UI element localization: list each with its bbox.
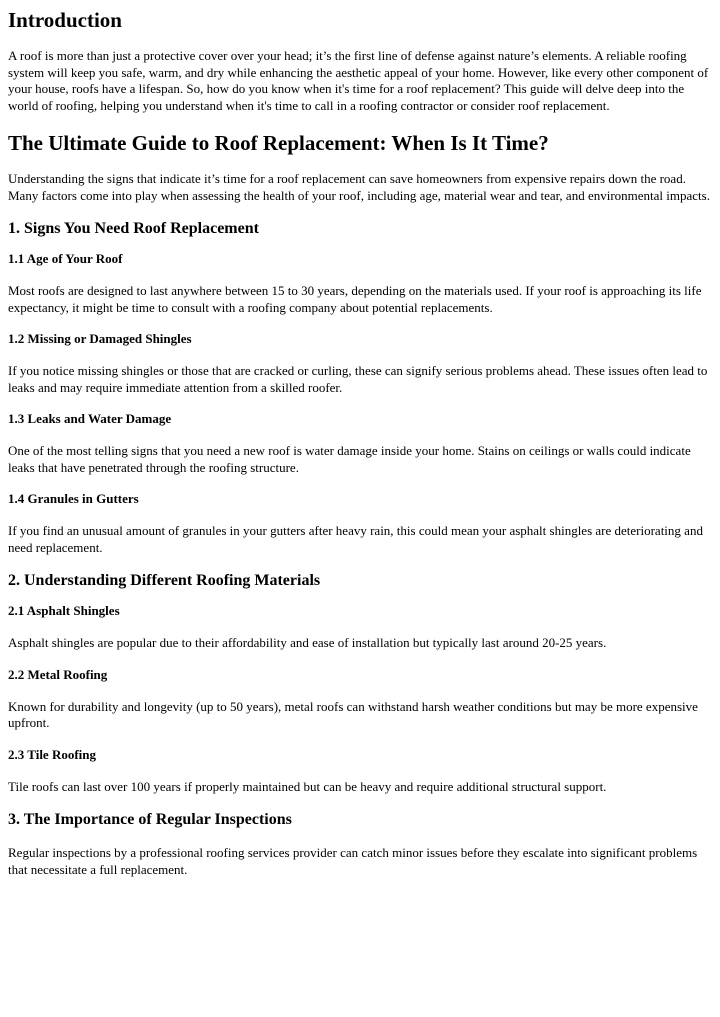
section-3-heading: 3. The Importance of Regular Inspections (8, 811, 292, 828)
section-2-3-paragraph: Tile roofs can last over 100 years if properly maintained but can be heavy and require additional structural support. (8, 778, 607, 794)
article (8, 8, 712, 878)
section-2-2-paragraph: Known for durability and longevity (up to 50 years), metal roofs can withstand harsh weather conditions but may be more expensive upfront. (8, 698, 698, 730)
section-3-paragraph: Regular inspections by a professional roofing services provider can catch minor issues before they escalate into significant problems that necessitate a full replacement. (8, 845, 698, 877)
section-2-heading: 2. Understanding Different Roofing Materials (8, 572, 321, 589)
intro-paragraph: A roof is more than just a protective cover over your head; it’s the first line of defense against nature’s elements. A reliable roofing system will keep you safe, warm, and dry while enhancing the aesthetic appeal of your home. However, like every other component of your house, roofs have a lifespan. So, how do you know when it's time for a roof replacement? This guide will delve deep into the world of roofing, helping you understand when it's time to call in a roofing contractor or consider roof replacement. (8, 48, 709, 113)
section-2-1-paragraph: Asphalt shingles are popular due to their affordability and ease of installation but typically last around 20-25 years. (8, 635, 607, 650)
section-1-2-heading: 1.2 Missing or Damaged Shingles (8, 331, 192, 346)
section-1-4-paragraph: If you find an unusual amount of granules in your gutters after heavy rain, this could mean your asphalt shingles are deteriorating and need replacement. (8, 523, 703, 555)
section-1-3-heading: 1.3 Leaks and Water Damage (8, 411, 172, 426)
section-1-1-paragraph: Most roofs are designed to last anywhere between 15 to 30 years, depending on the materials used. If your roof is approaching its life expectancy, it might be time to consult with a roofing company about potential replacements. (8, 283, 702, 315)
guide-paragraph: Understanding the signs that indicate it’s time for a roof replacement can save homeowners from expensive repairs down the road. Many factors come into play when assessing the health of your roof, including age, material wear and tear, and environmental impacts. (8, 171, 710, 203)
section-1-heading: 1. Signs You Need Roof Replacement (8, 220, 259, 237)
section-1-1-heading: 1.1 Age of Your Roof (8, 251, 123, 266)
guide-heading: The Ultimate Guide to Roof Replacement: When Is It Time? (8, 131, 549, 155)
section-2-3-heading: 2.3 Tile Roofing (8, 746, 97, 762)
section-2-2-heading: 2.2 Metal Roofing (8, 666, 108, 682)
section-1-3-paragraph: One of the most telling signs that you need a new roof is water damage inside your home. Stains on ceilings or walls could indicate leaks that have penetrated through the roofing structure. (8, 443, 691, 475)
section-2-1-heading: 2.1 Asphalt Shingles (8, 603, 120, 618)
intro-heading: Introduction (8, 8, 122, 32)
section-1-4-heading: 1.4 Granules in Gutters (8, 491, 139, 506)
section-1-2-paragraph: If you notice missing shingles or those that are cracked or curling, these can signify serious problems ahead. These issues often lead to leaks and may require immediate attention from a skilled roofer. (8, 363, 708, 395)
